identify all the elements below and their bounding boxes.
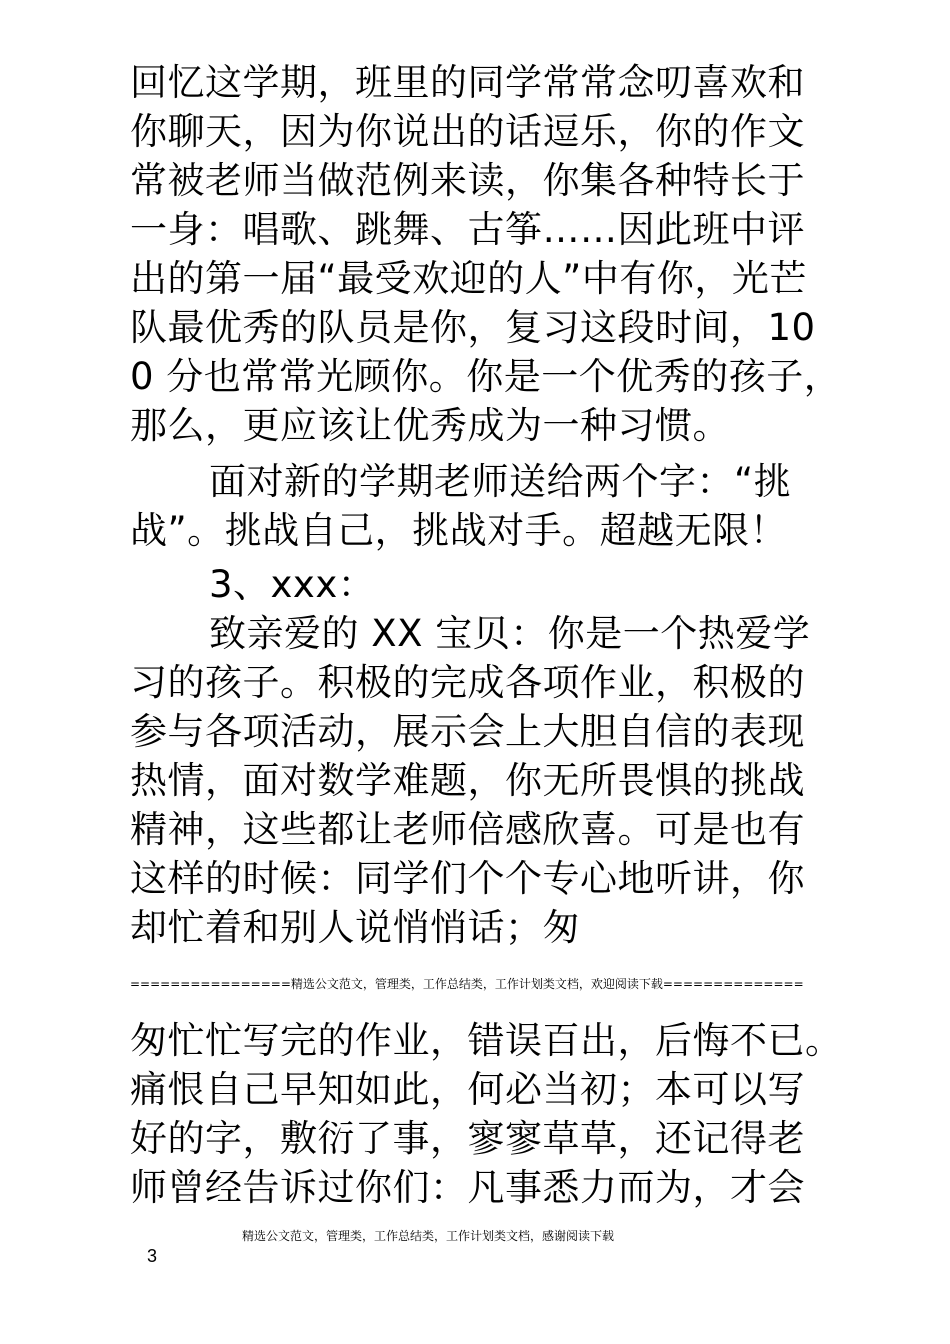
body-text-line: 一身：唱歌、跳舞、古筝……因此班中评 <box>130 208 805 251</box>
body-text-line: 0 分也常常光顾你。你是一个优秀的孩子， <box>130 355 842 398</box>
body-text-line: 习的孩子。积极的完成各项作业，积极的 <box>130 661 805 704</box>
page-footer: 精选公文范文，管理类，工作总结类，工作计划类文档，感谢阅读下载 <box>242 1229 615 1243</box>
body-text-line: 队最优秀的队员是你，复习这段时间，10 <box>130 306 816 349</box>
body-text-line: 却忙着和别人说悄悄话；匆 <box>130 906 580 949</box>
body-text-line: 精神，这些都让老师倍感欣喜。可是也有 <box>130 808 805 851</box>
body-text-line: 这样的时候：同学们个个专心地听讲，你 <box>130 857 805 900</box>
page-divider-banner: ================精选公文范文，管理类，工作总结类，工作计划类文档，欢迎阅读下载============== <box>130 977 804 991</box>
page-number: 3 <box>147 1246 158 1266</box>
body-text-line: 常被老师当做范例来读，你集各种特长于 <box>130 159 805 202</box>
body-text-line: 战”。挑战自己，挑战对手。超越无限！ <box>130 509 788 552</box>
body-text-line: 痛恨自己早知如此，何必当初；本可以写 <box>130 1068 805 1111</box>
body-text-line: 参与各项活动，展示会上大胆自信的表现 <box>130 710 805 753</box>
body-text-line: 师曾经告诉过你们：凡事悉力而为，才会 <box>130 1166 805 1209</box>
body-text-line: 你聊天，因为你说出的话逗乐，你的作文 <box>130 110 805 153</box>
body-text-line: 好的字，敷衍了事，寥寥草草，还记得老 <box>130 1117 805 1160</box>
body-text-line: 回忆这学期，班里的同学常常念叨喜欢和 <box>130 61 805 104</box>
body-text-line: 面对新的学期老师送给两个字：“挑 <box>209 460 792 503</box>
body-text-line: 那么，更应该让优秀成为一种习惯。 <box>130 404 730 447</box>
body-text-line: 致亲爱的 XX 宝贝：你是一个热爱学 <box>209 612 811 655</box>
section-heading: 3、xxx： <box>209 563 376 606</box>
body-text-line: 匆忙忙写完的作业，错误百出，后悔不已。 <box>130 1019 843 1062</box>
body-text-line: 出的第一届“最受欢迎的人”中有你，光芒 <box>130 257 807 300</box>
body-text-line: 热情，面对数学难题，你无所畏惧的挑战 <box>130 759 805 802</box>
